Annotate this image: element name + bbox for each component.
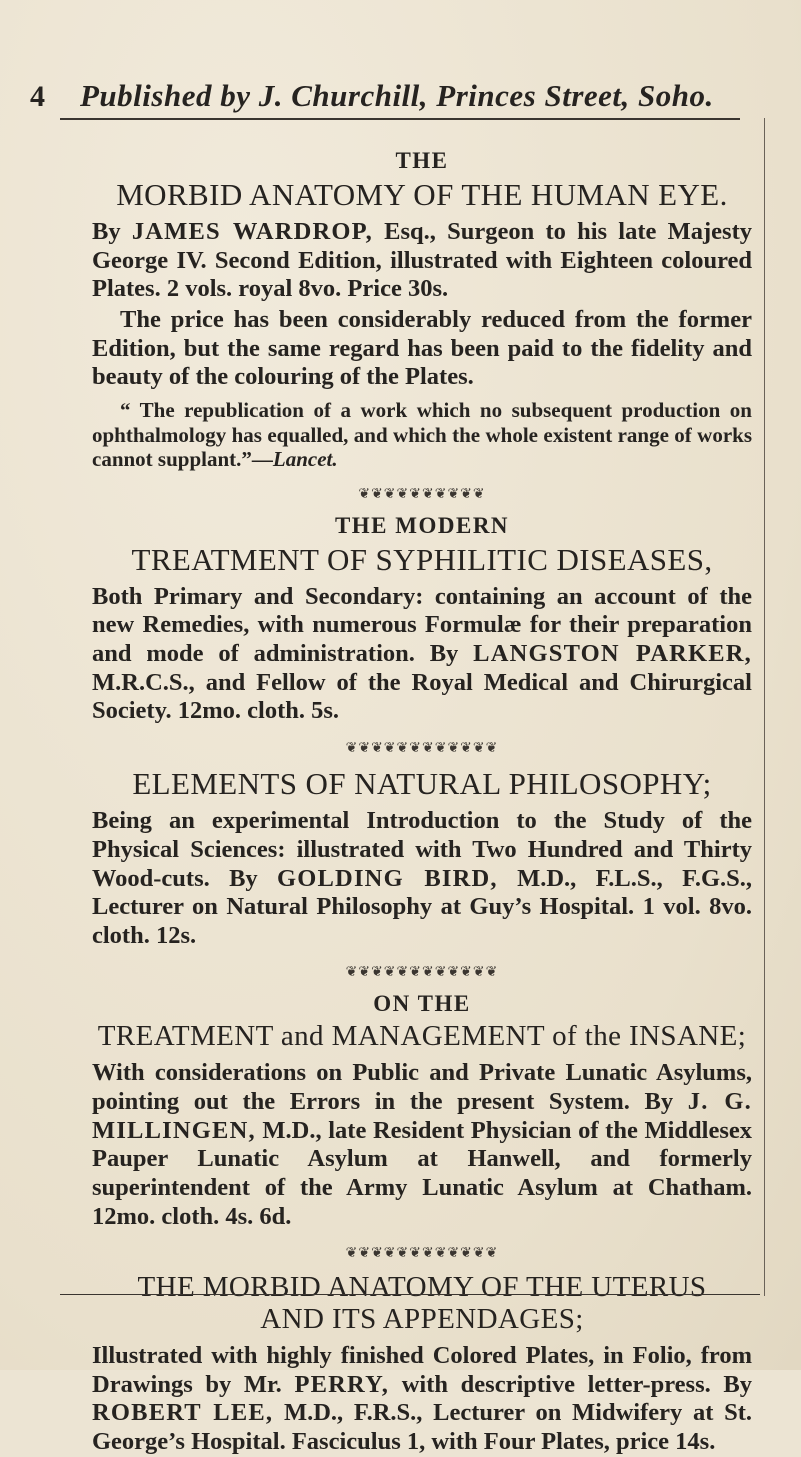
by-text: Being an experimental Introduction to the Study of the Physical Sciences: illustrated with Two Hundred and Thirty Wood-cuts. By xyxy=(92,807,752,892)
ornament-divider xyxy=(92,740,752,757)
entry-treatment-insane xyxy=(92,991,752,1231)
entry-title: TREATMENT and MANAGEMENT of the INSANE; xyxy=(97,1020,747,1053)
entry-title: THE MORBID ANATOMY OF THE UTERUS xyxy=(137,1271,707,1304)
by-text: By xyxy=(92,218,132,246)
author-name: LANGSTON PARKER, xyxy=(473,640,753,668)
entry-description xyxy=(92,1059,752,1231)
ornament-icon: ❦❦❦❦❦❦❦❦❦❦❦❦ xyxy=(345,965,499,981)
right-border xyxy=(764,118,765,1296)
author-name: GOLDING BIRD, xyxy=(277,864,498,892)
entry-natural-philosophy xyxy=(92,767,752,950)
by-text: Illustrated with highly finished Colored Plates, in Folio, from Drawings by Mr. xyxy=(92,1342,752,1398)
by-text: With considerations on Public and Private Lunatic Asylums, pointing out the Errors in the present System. By xyxy=(92,1059,752,1116)
illustrator-name: PERRY, xyxy=(294,1370,390,1398)
author-name: ROBERT LEE, xyxy=(92,1399,274,1427)
entry-quote xyxy=(92,398,752,472)
entry-pre-title: THE MODERN xyxy=(334,512,510,538)
entry-description xyxy=(92,1342,752,1457)
page-number: 4 xyxy=(30,80,45,113)
description-text: M.D., late Resident Physician of the Middlesex Pauper Lunatic Asylum at Hanwell, and formerly superintendent of the Army Lunatic Asylum at Chatham. 12mo. cloth. 4s. 6d. xyxy=(92,1116,752,1230)
description-text: M.D., F.R.S., Lecturer on Midwifery at St. George’s Hospital. Fasciculus 1, with Four Plates, price 14s. xyxy=(92,1399,752,1456)
author-name: J. G. MILLINGEN, xyxy=(92,1088,753,1144)
ornament-icon: ❦❦❦❦❦❦❦❦❦❦ xyxy=(358,486,486,502)
entry-title: TREATMENT OF SYPHILITIC DISEASES, xyxy=(131,541,713,577)
quote-text: “ The republication of a work which no subsequent production on ophthalmology has equalled, and which the whole existent range of works cannot supplant.”— xyxy=(92,398,752,472)
by-text: Both Primary and Secondary: containing an account of the new Remedies, with numerous Formulæ for their preparation and mode of administration. By xyxy=(92,582,752,668)
ornament-divider xyxy=(92,486,752,503)
entry-title: MORBID ANATOMY OF THE HUMAN EYE. xyxy=(116,177,728,212)
footer-rule xyxy=(60,1294,760,1295)
advertisement-list xyxy=(92,148,752,1457)
entry-morbid-anatomy-uterus xyxy=(92,1272,752,1456)
entry-title-continued: AND ITS APPENDAGES; xyxy=(260,1303,584,1336)
entry-pre-title: ON THE xyxy=(373,991,471,1017)
description-text: M.R.C.S., and Fellow of the Royal Medical and Chirurgical Society. 12mo. cloth. 5s. xyxy=(92,668,752,725)
ornament-icon: ❦❦❦❦❦❦❦❦❦❦❦❦ xyxy=(345,1246,499,1262)
entry-note: The price has been considerably reduced from the former Edition, but the same regard has been paid to the fidelity and beauty of the colouring of the Plates. xyxy=(92,306,752,391)
entry-description xyxy=(92,218,752,304)
ornament-icon: ❦❦❦❦❦❦❦❦❦❦❦❦ xyxy=(345,741,499,757)
entry-syphilitic-diseases xyxy=(92,513,752,726)
ornament-divider xyxy=(92,1245,752,1262)
page-header: Published by J. Churchill, Princes Street, Soho. xyxy=(80,78,714,113)
description-text: Esq., Surgeon to his late Majesty George IV. Second Edition, illustrated with Eighteen coloured Plates. 2 vols. royal 8vo. Price 30s. xyxy=(92,218,752,303)
header-rule xyxy=(60,118,740,120)
entry-title: ELEMENTS OF NATURAL PHILOSOPHY; xyxy=(132,766,712,802)
entry-pre-title: THE xyxy=(395,148,449,173)
author-name: JAMES WARDROP, xyxy=(131,218,373,246)
entry-description xyxy=(92,807,752,950)
quote-source: Lancet. xyxy=(272,447,338,472)
by-text-2: with descriptive letter-press. By xyxy=(389,1370,752,1398)
description-text: M.D., F.L.S., F.G.S., Lecturer on Natural Philosophy at Guy’s Hospital. 1 vol. 8vo. cloth. 12s. xyxy=(92,864,753,949)
entry-morbid-anatomy-eye xyxy=(92,148,752,472)
ornament-divider xyxy=(92,964,752,981)
entry-description xyxy=(92,583,752,726)
